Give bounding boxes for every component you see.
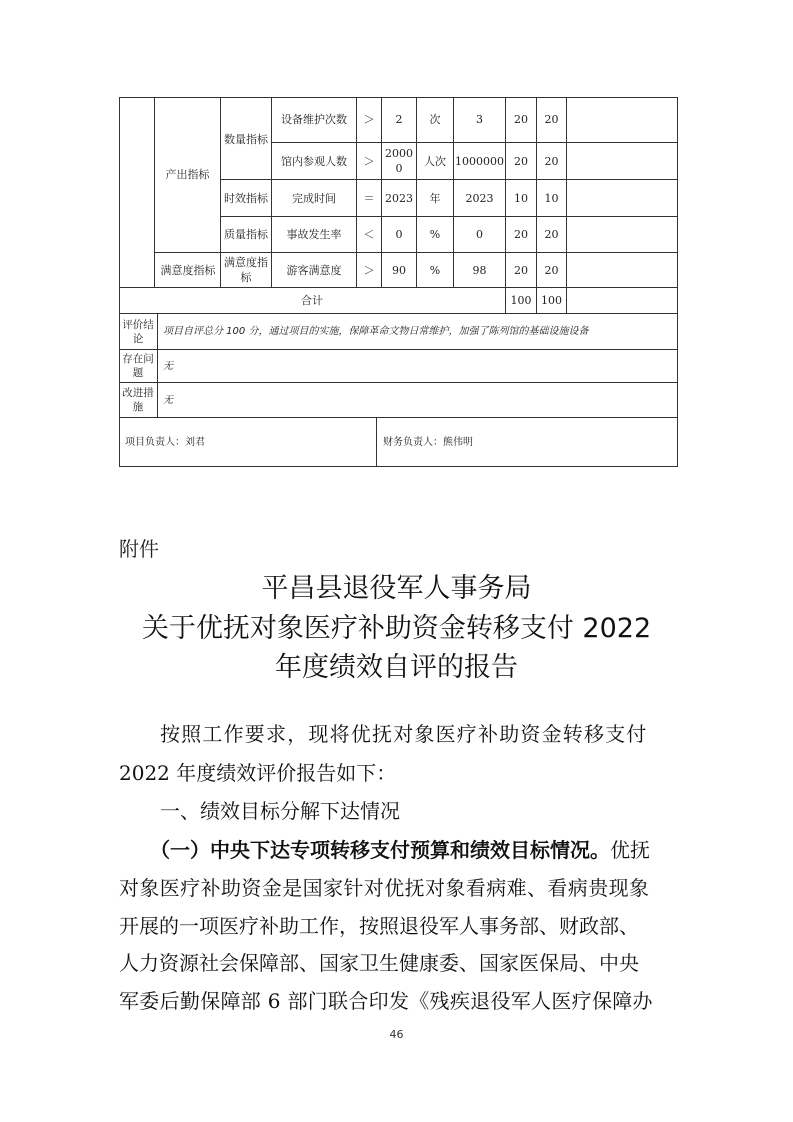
subsection-1-heading: （一）中央下达专项转移支付预算和绩效目标情况。 (150, 838, 610, 862)
total-label: 合计 (301, 294, 323, 307)
row-weight: 20 (514, 228, 528, 241)
improve-text: 无 (163, 394, 173, 406)
row-indicator-name: 馆内参观人数 (281, 154, 347, 168)
row-actual: 2023 (465, 191, 494, 205)
body-line-1: 对象医疗补助资金是国家针对优抚对象看病难、看病贵现象 (119, 876, 650, 900)
attachment-label: 附件 (119, 537, 159, 561)
intro-line-1: 按照工作要求，现将优抚对象医疗补助资金转移支付 (160, 722, 648, 746)
report-title-line-1: 平昌县退役军人事务局 (261, 573, 532, 604)
problems-text: 无 (163, 360, 173, 372)
row-score: 10 (544, 191, 559, 205)
row-target: 0 (395, 228, 403, 241)
row-operator: ＞ (363, 154, 375, 168)
row-unit: 次 (429, 113, 441, 126)
row-unit: % (429, 263, 441, 277)
finance-leader: 财务负责人：熊伟明 (383, 436, 473, 448)
row-indicator-name: 事故发生率 (286, 228, 342, 241)
timeliness-indicator-label: 时效指标 (224, 191, 268, 205)
total-score: 100 (541, 294, 562, 307)
body-line-4: 军委后勤保障部 6 部门联合印发《残疾退役军人医疗保障办 (119, 989, 653, 1013)
row-score: 20 (544, 228, 559, 241)
project-leader: 项目负责人：刘君 (125, 436, 205, 448)
row-target: 20000 (385, 147, 413, 175)
row-target: 2023 (385, 191, 413, 205)
performance-table (119, 97, 678, 467)
row-target: 2 (395, 113, 403, 126)
row-operator: ＞ (363, 113, 375, 126)
page-number: 46 (389, 1028, 404, 1041)
satisfaction-sub-label: 满意度指标 (224, 256, 268, 284)
subsection-1-line (150, 834, 650, 863)
conclusion-text: 项目自评总分 100 分，通过项目的实施，保障革命文物日常维护，加强了陈列馆的基础设施设备 (163, 326, 589, 337)
row-indicator-name: 游客满意度 (286, 263, 342, 277)
row-score: 20 (544, 113, 559, 126)
row-unit: % (429, 228, 441, 241)
quality-indicator-label: 质量指标 (224, 228, 268, 241)
report-title-line-3: 年度绩效自评的报告 (275, 652, 518, 683)
row-operator: ＞ (363, 263, 375, 277)
row-target: 90 (392, 263, 406, 277)
section-1-heading: 一、绩效目标分解下达情况 (160, 799, 400, 823)
intro-line-2: 2022 年度绩效评价报告如下： (119, 761, 397, 785)
row-operator: ＝ (363, 191, 375, 205)
report-title-line-2: 关于优抚对象医疗补助资金转移支付 2022 (141, 613, 652, 644)
row-operator: ＜ (363, 228, 375, 241)
row-weight: 20 (514, 154, 528, 168)
body-line-2: 开展的一项医疗补助工作，按照退役军人事务部、财政部、 (119, 914, 639, 938)
improve-label: 改进措施 (122, 387, 154, 413)
row-indicator-name: 设备维护次数 (281, 113, 347, 126)
conclusion-label: 评价结论 (122, 318, 154, 345)
row-actual: 98 (472, 263, 487, 277)
total-weight: 100 (510, 294, 532, 307)
row-score: 20 (544, 154, 559, 168)
row-actual: 1000000 (455, 154, 504, 168)
row-unit: 人次 (424, 154, 446, 168)
satisfaction-indicator-label: 满意度指标 (160, 263, 216, 277)
row-weight: 10 (514, 191, 528, 205)
row-actual: 0 (476, 228, 483, 241)
row-score: 20 (544, 263, 559, 277)
row-actual: 3 (476, 113, 483, 126)
row-unit: 年 (429, 191, 441, 205)
body-line-3: 人力资源社会保障部、国家卫生健康委、国家医保局、中央 (119, 951, 639, 975)
row-weight: 20 (514, 263, 528, 277)
problems-label: 存在问题 (122, 353, 154, 379)
row-indicator-name: 完成时间 (292, 191, 336, 205)
quantity-indicator-label: 数量指标 (224, 132, 268, 146)
output-indicator-label: 产出指标 (165, 168, 210, 181)
row-weight: 20 (514, 113, 528, 126)
subsection-1-first-tail: 优抚 (610, 838, 650, 862)
